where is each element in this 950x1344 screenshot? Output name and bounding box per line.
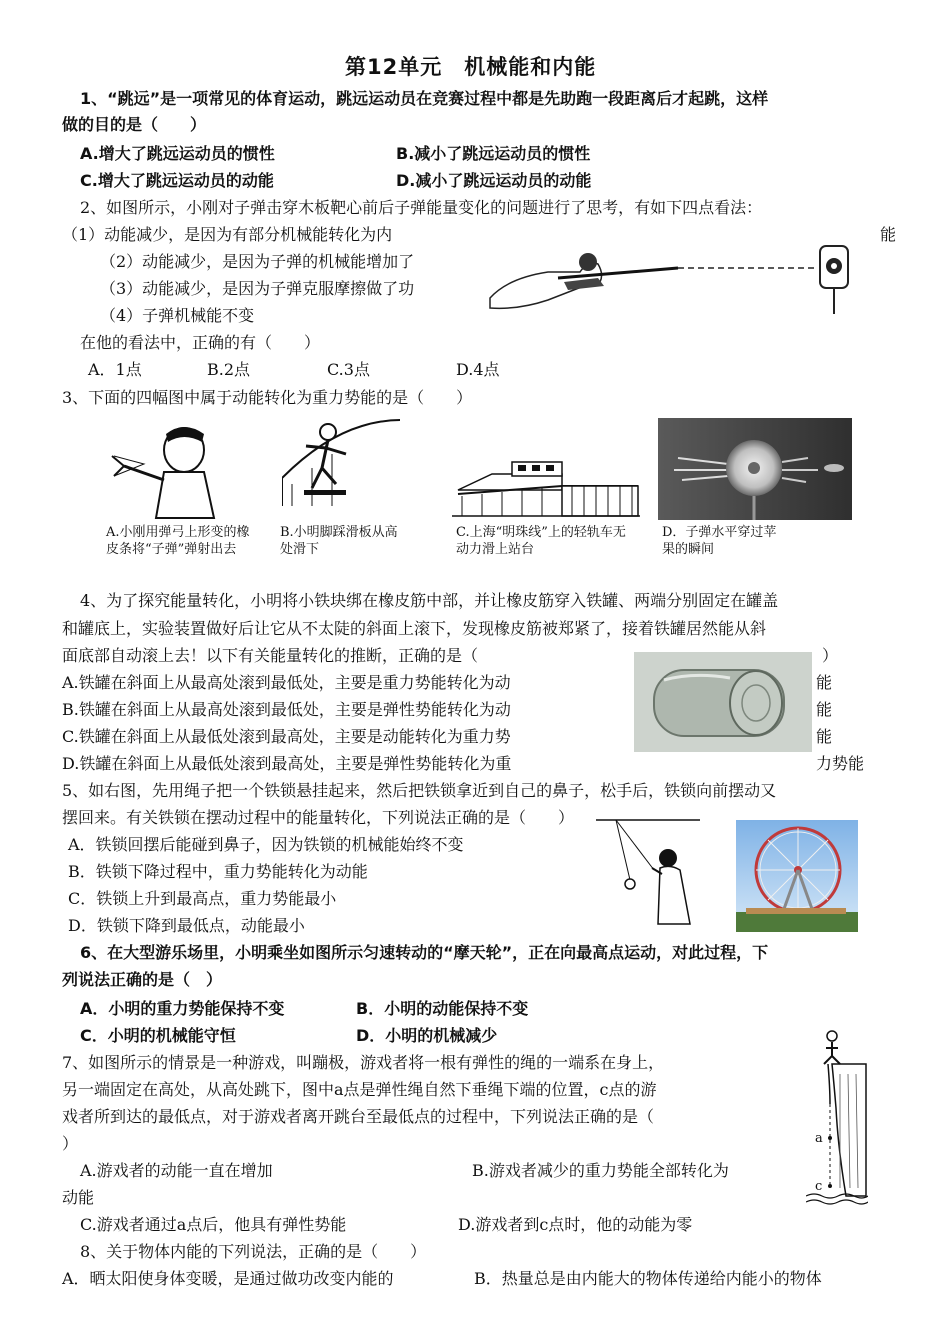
- q6-option-a: A．小明的重力势能保持不变: [80, 999, 285, 1018]
- q2-point-1: （1）动能减少，是因为有部分机械能转化为内: [62, 225, 393, 244]
- q6-stem-line2: 列说法正确的是（ ）: [62, 970, 223, 989]
- q7-option-c: C.游戏者通过a点后，他具有弹性势能: [80, 1215, 347, 1234]
- q6-option-d: D．小明的机械减少: [356, 1026, 498, 1045]
- q6-option-c: C．小明的机械能守恒: [80, 1026, 236, 1045]
- iron-can-photo: [634, 652, 812, 752]
- q4-stem-line1: 4、为了探究能量转化，小明将小铁块绑在橡皮筋中部，并让橡皮筋穿入铁罐、两端分别固定在罐盖: [80, 591, 779, 610]
- q3-caption-d: D．子弹水平穿过苹果的瞬间: [662, 525, 777, 557]
- q6-option-b: B．小明的动能保持不变: [356, 999, 529, 1018]
- q8-option-b: B．热量总是由内能大的物体传递给内能小的物体: [474, 1269, 822, 1288]
- q4-stem-line3-end: ）: [822, 646, 839, 665]
- light-rail-figure: [452, 454, 640, 518]
- q4-option-d-end: 力势能: [816, 754, 865, 773]
- q8-option-a: A．晒太阳使身体变暖，是通过做功改变内能的: [62, 1269, 394, 1288]
- q1-option-a: A.增大了跳远运动员的惯性: [80, 144, 275, 163]
- q2-point-4: （4）子弹机械能不变: [100, 306, 255, 325]
- q4-option-b-end: 能: [816, 700, 833, 719]
- q2-stem: 2、如图所示，小刚对子弹击穿木板靶心前后子弹能量变化的问题进行了思考，有如下四点看法：: [80, 198, 763, 217]
- q2-point-2: （2）动能减少，是因为子弹的机械能增加了: [100, 252, 415, 271]
- q7-stem-line4: ）: [62, 1134, 79, 1153]
- q7-stem-line3: 戏者所到达的最低点，对于游戏者离开跳台至最低点的过程中，下列说法正确的是（: [62, 1107, 655, 1126]
- q1-option-d: D.减小了跳远运动员的动能: [396, 171, 592, 190]
- pendulum-lock-figure: [596, 818, 720, 928]
- q2-option-a: A．1点: [88, 360, 142, 379]
- q5-option-d: D．铁锁下降到最低点，动能最小: [68, 916, 305, 935]
- q4-option-b: B.铁罐在斜面上从最高处滚到最低处，主要是弹性势能转化为动: [62, 700, 511, 719]
- q2-option-b: B.2点: [207, 360, 251, 379]
- q7-option-d: D.游戏者到c点时，他的动能为零: [458, 1215, 693, 1234]
- q6-stem-line1: 6、在大型游乐场里，小明乘坐如图所示匀速转动的“摩天轮”，正在向最高点运动，对此过程，下: [80, 943, 769, 962]
- skateboard-figure: [282, 418, 402, 508]
- q4-option-c: C.铁罐在斜面上从最低处滚到最高处，主要是动能转化为重力势: [62, 727, 511, 746]
- q7-stem-line1: 7、如图所示的情景是一种游戏，叫蹦极，游戏者将一根有弹性的绳的一端系在身上，: [62, 1053, 665, 1072]
- q3-caption-b: B.小明脚踩滑板从高处滑下: [280, 525, 398, 557]
- q7-option-b: B.游戏者减少的重力势能全部转化为: [472, 1161, 729, 1180]
- q4-option-a: A.铁罐在斜面上从最高处滚到最低处，主要是重力势能转化为动: [62, 673, 511, 692]
- q2-point-3: （3）动能减少，是因为子弹克服摩擦做了功: [100, 279, 415, 298]
- q5-option-a: A．铁锁回摆后能碰到鼻子，因为铁锁的机械能始终不变: [68, 835, 464, 854]
- q1-stem-line1: 1、“跳远”是一项常见的体育运动，跳远运动员在竞赛过程中都是先助跑一段距离后才起跳，这样: [80, 89, 769, 108]
- q7-stem-line2: 另一端固定在高处，从高处跳下，图中a点是弹性绳自然下垂绳下端的位置，c点的游: [62, 1080, 657, 1099]
- q5-option-b: B．铁锁下降过程中，重力势能转化为动能: [68, 862, 368, 881]
- q3-caption-a: A.小刚用弹弓上形变的橡皮条将“子弹”弹射出去: [106, 525, 250, 557]
- q2-question: 在他的看法中，正确的有（ ）: [80, 333, 321, 352]
- q3-caption-c: C.上海“明珠线”上的轻轨车无动力滑上站台: [456, 525, 626, 557]
- q7-label-a: a: [815, 1131, 823, 1146]
- q5-option-c: C．铁锁上升到最高点，重力势能最小: [68, 889, 337, 908]
- rifle-target-figure: [488, 238, 868, 318]
- q1-option-b: B.减小了跳远运动员的惯性: [396, 144, 591, 163]
- q7-option-b-end: 动能: [62, 1188, 95, 1207]
- page-title: 第12单元 机械能和内能: [345, 55, 597, 79]
- q4-option-d: D.铁罐在斜面上从最低处滚到最高处，主要是弹性势能转化为重: [62, 754, 512, 773]
- q3-stem: 3、下面的四幅图中属于动能转化为重力势能的是（ ）: [62, 388, 473, 407]
- q4-stem-line3: 面底部自动滚上去！以下有关能量转化的推断，正确的是（: [62, 646, 479, 665]
- q5-stem-line1: 5、如右图，先用绳子把一个铁锁悬挂起来，然后把铁锁拿近到自己的鼻子，松手后，铁锁向前摆动又: [62, 781, 777, 800]
- q4-option-a-end: 能: [816, 673, 833, 692]
- q1-stem-line2: 做的目的是（ ）: [62, 115, 207, 134]
- q2-option-c: C.3点: [327, 360, 370, 379]
- q5-stem-line2: 摆回来。有关铁锁在摆动过程中的能量转化，下列说法正确的是（ ）: [62, 808, 575, 827]
- q7-label-c: c: [815, 1179, 823, 1194]
- q1-option-c: C.增大了跳远运动员的动能: [80, 171, 274, 190]
- q2-option-d: D.4点: [456, 360, 500, 379]
- q4-stem-line2: 和罐底上，实验装置做好后让它从不太陡的斜面上滚下，发现橡皮筋被郑紧了，接着铁罐居然能从斜: [62, 619, 767, 638]
- slingshot-boy-figure: [104, 420, 234, 520]
- q7-option-a: A.游戏者的动能一直在增加: [80, 1161, 273, 1180]
- bullet-apple-photo: [658, 418, 852, 520]
- q4-option-c-end: 能: [816, 727, 833, 746]
- ferris-wheel-photo: [736, 820, 858, 932]
- q8-stem: 8、关于物体内能的下列说法，正确的是（ ）: [80, 1242, 427, 1261]
- q2-point-1-end: 能: [880, 225, 897, 244]
